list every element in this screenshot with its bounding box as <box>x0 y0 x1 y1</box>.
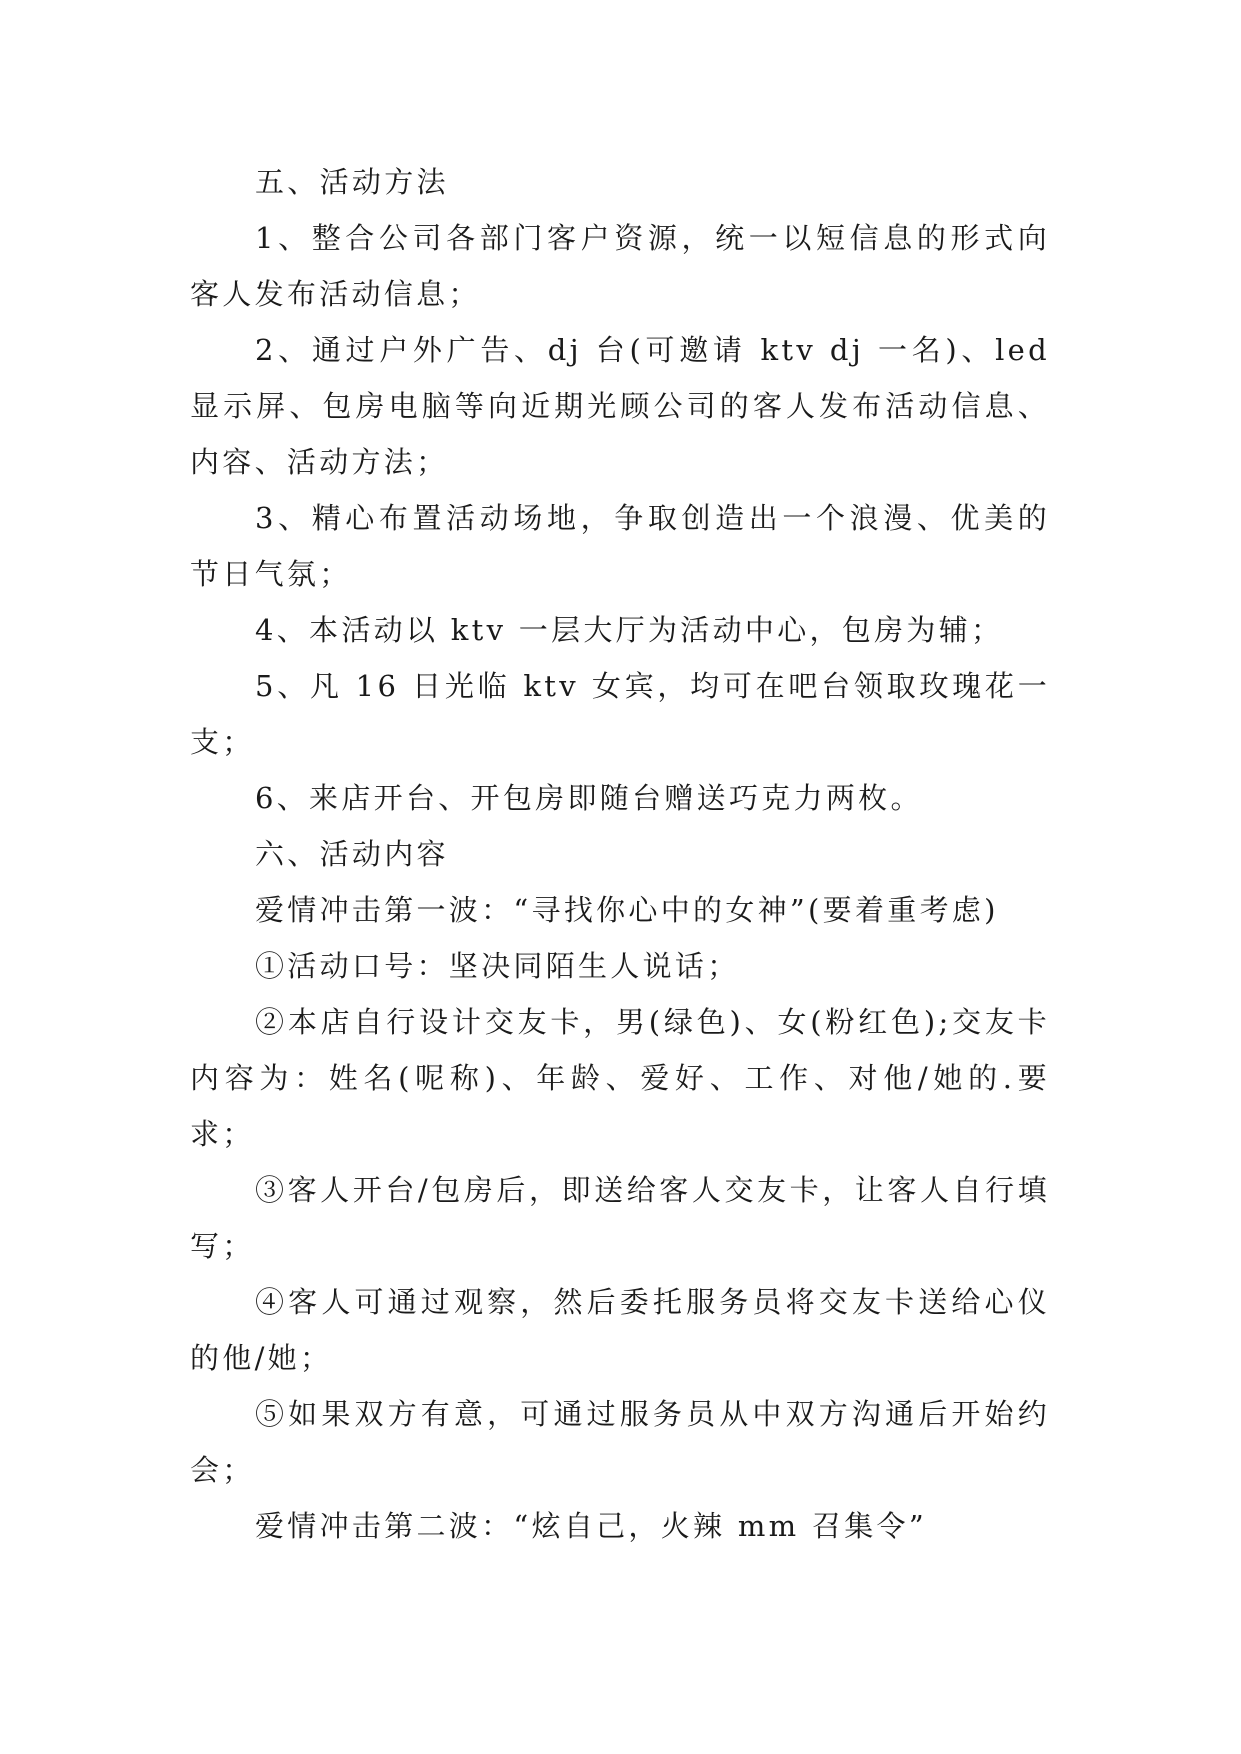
method-item-1: 1、整合公司各部门客户资源，统一以短信息的形式向客人发布活动信息； <box>190 221 1050 311</box>
section-heading-content: 六、活动内容 <box>255 837 449 871</box>
method-item-2: 2、通过户外广告、dj 台(可邀请 ktv dj 一名)、led 显示屏、包房电脑等向近期光顾公司的客人发布活动信息、内容、活动方法； <box>190 333 1050 479</box>
section-heading-methods: 五、活动方法 <box>255 165 449 199</box>
method-item-5: 5、凡 16 日光临 ktv 女宾，均可在吧台领取玫瑰花一支； <box>190 669 1050 759</box>
method-item-3: 3、精心布置活动场地，争取创造出一个浪漫、优美的节日气氛； <box>190 501 1050 591</box>
wave-one-item-4: ④客人可通过观察，然后委托服务员将交友卡送给心仪的他/她； <box>190 1285 1050 1375</box>
wave-one-item-3: ③客人开台/包房后，即送给客人交友卡，让客人自行填写； <box>190 1173 1050 1263</box>
method-item-6: 6、来店开台、开包房即随台赠送巧克力两枚。 <box>255 781 923 815</box>
wave-one-title: 爱情冲击第一波：“寻找你心中的女神”(要着重考虑) <box>255 893 999 927</box>
wave-one-item-2: ②本店自行设计交友卡，男(绿色)、女(粉红色);交友卡内容为：姓名(呢称)、年龄、爱好、工作、对他/她的.要求； <box>190 1005 1050 1151</box>
document-body <box>190 154 1050 1554</box>
wave-one-item-5: ⑤如果双方有意，可通过服务员从中双方沟通后开始约会； <box>190 1397 1050 1487</box>
method-item-4: 4、本活动以 ktv 一层大厅为活动中心，包房为辅； <box>255 613 1004 647</box>
wave-two-title: 爱情冲击第二波：“炫自己，火辣 mm 召集令” <box>255 1509 927 1543</box>
wave-one-item-1: ①活动口号：坚决同陌生人说话； <box>255 949 740 983</box>
